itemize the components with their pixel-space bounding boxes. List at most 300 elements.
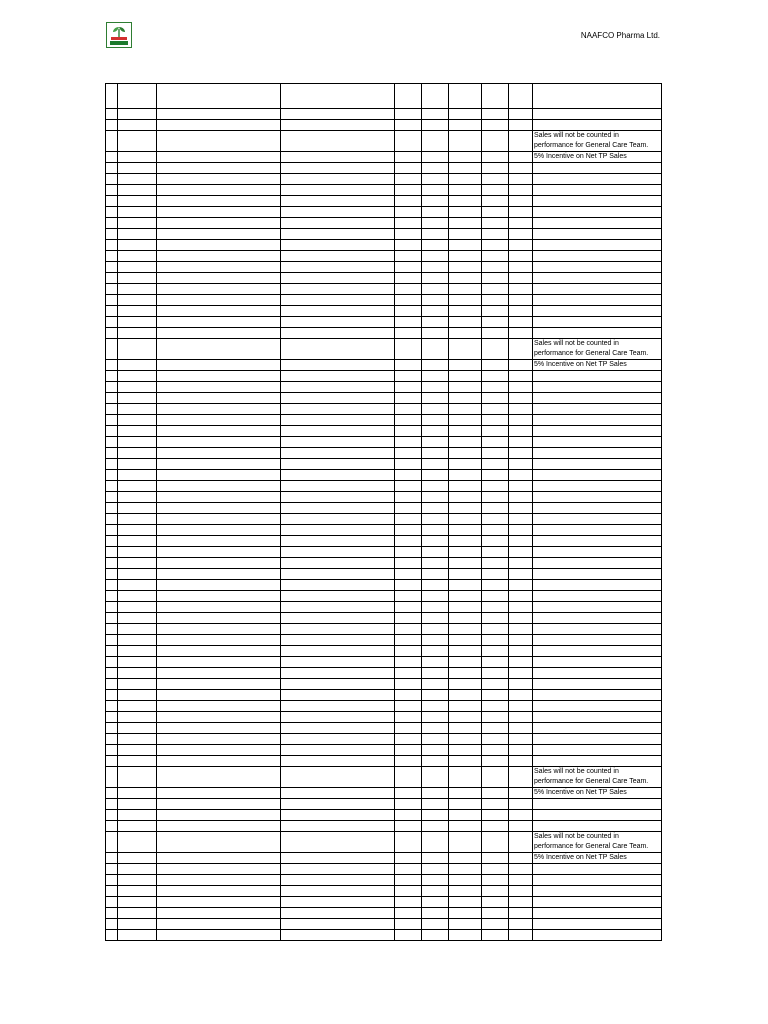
table-cell: [281, 240, 395, 251]
remarks-line: Sales will not be counted in: [534, 340, 619, 347]
table-cell: [281, 908, 395, 919]
table-cell: [281, 317, 395, 328]
table-cell: [118, 109, 157, 120]
table-cell: [422, 393, 449, 404]
table-row: [106, 897, 662, 908]
table-row: [106, 799, 662, 810]
table-cell: [106, 503, 118, 514]
table-cell: [157, 624, 281, 635]
table-cell: [509, 668, 533, 679]
table-cell: [281, 864, 395, 875]
table-cell: [106, 810, 118, 821]
table-cell: [106, 875, 118, 886]
table-cell: [395, 810, 422, 821]
remarks-cell: [533, 163, 662, 174]
table-row: [106, 207, 662, 218]
remarks-line: 5% Incentive on Net TP Sales: [534, 361, 627, 368]
table-cell: [482, 547, 509, 558]
table-cell: [509, 756, 533, 767]
table-cell: [157, 470, 281, 481]
table-cell: [482, 131, 509, 152]
table-cell: [281, 262, 395, 273]
table-cell: [482, 525, 509, 536]
table-cell: [509, 799, 533, 810]
table-cell: [157, 415, 281, 426]
table-row: [106, 317, 662, 328]
table-cell: [118, 163, 157, 174]
table-cell: [118, 437, 157, 448]
table-cell: [118, 339, 157, 360]
table-cell: [509, 919, 533, 930]
table-row: [106, 492, 662, 503]
table-cell: [482, 756, 509, 767]
table-cell: [449, 470, 482, 481]
table-cell: [395, 207, 422, 218]
table-cell: [509, 624, 533, 635]
table-cell: [281, 470, 395, 481]
table-cell: [449, 701, 482, 712]
table-cell: [118, 756, 157, 767]
table-cell: [118, 810, 157, 821]
remarks-cell: [533, 580, 662, 591]
table-row: [106, 832, 662, 853]
table-cell: [106, 317, 118, 328]
table-row: [106, 339, 662, 360]
remarks-cell: [533, 745, 662, 756]
remarks-cell: [533, 864, 662, 875]
table-cell: [395, 886, 422, 897]
table-cell: [449, 591, 482, 602]
table-cell: [118, 360, 157, 371]
table-cell: [482, 745, 509, 756]
table-cell: [118, 853, 157, 864]
table-cell: [157, 875, 281, 886]
table-cell: [281, 723, 395, 734]
table-cell: [106, 788, 118, 799]
table-cell: [157, 262, 281, 273]
table-cell: [157, 459, 281, 470]
table-cell: [422, 503, 449, 514]
table-cell: [509, 580, 533, 591]
table-row: [106, 503, 662, 514]
table-cell: [157, 668, 281, 679]
remarks-cell: [533, 109, 662, 120]
table-cell: [482, 185, 509, 196]
table-cell: [281, 525, 395, 536]
table-cell: [281, 273, 395, 284]
table-cell: [118, 832, 157, 853]
table-cell: [281, 930, 395, 941]
table-cell: [281, 459, 395, 470]
table-cell: [157, 690, 281, 701]
table-cell: [482, 657, 509, 668]
table-row: [106, 624, 662, 635]
table-cell: [157, 273, 281, 284]
table-cell: [482, 163, 509, 174]
table-row: [106, 875, 662, 886]
table-cell: [509, 745, 533, 756]
table-cell: [449, 306, 482, 317]
table-cell: [422, 218, 449, 229]
table-row: [106, 525, 662, 536]
table-cell: [118, 492, 157, 503]
table-cell: [118, 788, 157, 799]
table-cell: [106, 668, 118, 679]
table-cell: [395, 404, 422, 415]
table-cell: [395, 897, 422, 908]
table-row: [106, 558, 662, 569]
table-cell: [157, 613, 281, 624]
table-cell: [157, 646, 281, 657]
table-cell: [482, 832, 509, 853]
table-cell: [281, 404, 395, 415]
table-cell: [509, 382, 533, 393]
table-cell: [449, 635, 482, 646]
table-cell: [395, 613, 422, 624]
table-cell: [509, 415, 533, 426]
table-cell: [449, 734, 482, 745]
table-cell: [449, 657, 482, 668]
table-cell: [106, 613, 118, 624]
table-row: [106, 701, 662, 712]
table-cell: [422, 569, 449, 580]
table-cell: [395, 723, 422, 734]
table-cell: [422, 723, 449, 734]
table-cell: [509, 207, 533, 218]
table-cell: [509, 470, 533, 481]
table-cell: [395, 229, 422, 240]
table-cell: [449, 251, 482, 262]
table-cell: [482, 437, 509, 448]
table-cell: [509, 536, 533, 547]
table-cell: [395, 668, 422, 679]
table-cell: [509, 788, 533, 799]
remarks-cell: [533, 875, 662, 886]
table-cell: [106, 360, 118, 371]
table-cell: [449, 832, 482, 853]
table-cell: [157, 908, 281, 919]
table-cell: [118, 668, 157, 679]
remarks-cell: [533, 668, 662, 679]
remarks-cell: [533, 185, 662, 196]
table-cell: [422, 853, 449, 864]
table-cell: [157, 832, 281, 853]
remarks-cell: [533, 426, 662, 437]
table-cell: [281, 745, 395, 756]
table-cell: [118, 328, 157, 339]
table-cell: [509, 295, 533, 306]
table-cell: [482, 174, 509, 185]
table-cell: [157, 712, 281, 723]
table-cell: [157, 426, 281, 437]
remarks-cell: [533, 393, 662, 404]
table-cell: [118, 536, 157, 547]
table-cell: [449, 131, 482, 152]
table-row: [106, 109, 662, 120]
table-cell: [482, 919, 509, 930]
table-cell: [509, 690, 533, 701]
table-cell: [106, 536, 118, 547]
table-cell: [449, 756, 482, 767]
table-cell: [395, 251, 422, 262]
table-cell: [509, 723, 533, 734]
table-cell: [157, 657, 281, 668]
table-cell: [482, 339, 509, 360]
table-cell: [118, 821, 157, 832]
remarks-cell: [533, 437, 662, 448]
table-cell: [118, 229, 157, 240]
table-cell: [482, 152, 509, 163]
remarks-cell: [533, 756, 662, 767]
table-cell: [422, 919, 449, 930]
table-cell: [106, 393, 118, 404]
table-cell: [281, 185, 395, 196]
remarks-cell: [533, 503, 662, 514]
table-cell: [449, 864, 482, 875]
table-cell: [482, 470, 509, 481]
table-cell: [106, 185, 118, 196]
table-cell: [281, 832, 395, 853]
table-cell: [395, 591, 422, 602]
table-cell: [281, 360, 395, 371]
table-cell: [449, 712, 482, 723]
table-cell: [157, 723, 281, 734]
table-cell: [482, 821, 509, 832]
table-cell: [422, 229, 449, 240]
table-cell: [106, 745, 118, 756]
table-cell: [106, 437, 118, 448]
table-row: [106, 908, 662, 919]
table-cell: [449, 646, 482, 657]
table-cell: [449, 514, 482, 525]
table-cell: [509, 591, 533, 602]
table-cell: [449, 207, 482, 218]
remarks-line: performance for General Care Team.: [534, 843, 649, 850]
table-row: [106, 679, 662, 690]
table-row: [106, 853, 662, 864]
table-cell: [509, 218, 533, 229]
table-cell: [395, 930, 422, 941]
table-cell: [281, 886, 395, 897]
table-cell: [281, 767, 395, 788]
table-cell: [395, 690, 422, 701]
table-cell: [106, 756, 118, 767]
table-row: [106, 745, 662, 756]
table-cell: [509, 163, 533, 174]
table-cell: [449, 679, 482, 690]
table-cell: [157, 163, 281, 174]
table-cell: [449, 448, 482, 459]
table-row: [106, 536, 662, 547]
table-cell: [422, 339, 449, 360]
table-cell: [395, 382, 422, 393]
remarks-cell: [533, 196, 662, 207]
table-cell: [118, 120, 157, 131]
table-cell: [106, 120, 118, 131]
table-cell: [118, 569, 157, 580]
remarks-cell: [533, 679, 662, 690]
remarks-cell: [533, 569, 662, 580]
table-cell: [482, 679, 509, 690]
remarks-cell: [533, 799, 662, 810]
table-cell: [482, 306, 509, 317]
table-cell: [449, 908, 482, 919]
table-cell: [106, 492, 118, 503]
table-row: [106, 251, 662, 262]
remarks-cell: [533, 734, 662, 745]
table-cell: [118, 306, 157, 317]
table-cell: [422, 602, 449, 613]
table-cell: [449, 481, 482, 492]
table-cell: [422, 306, 449, 317]
table-cell: [395, 371, 422, 382]
table-cell: [422, 196, 449, 207]
table-cell: [482, 415, 509, 426]
table-cell: [106, 459, 118, 470]
table-cell: [449, 602, 482, 613]
table-cell: [509, 853, 533, 864]
table-cell: [106, 284, 118, 295]
remarks-cell: [533, 821, 662, 832]
table-cell: [281, 295, 395, 306]
table-cell: [281, 393, 395, 404]
table-row: [106, 229, 662, 240]
table-cell: [482, 624, 509, 635]
remarks-cell: [533, 930, 662, 941]
table-cell: [395, 525, 422, 536]
remarks-cell: [533, 152, 662, 163]
table-cell: [106, 514, 118, 525]
table-row: [106, 635, 662, 646]
table-row: [106, 360, 662, 371]
table-cell: [395, 657, 422, 668]
table-cell: [422, 668, 449, 679]
table-cell: [422, 131, 449, 152]
table-cell: [422, 690, 449, 701]
table-cell: [482, 767, 509, 788]
table-cell: [422, 657, 449, 668]
table-cell: [106, 919, 118, 930]
table-cell: [509, 262, 533, 273]
table-cell: [118, 273, 157, 284]
table-cell: [157, 569, 281, 580]
table-row: [106, 886, 662, 897]
table-cell: [395, 756, 422, 767]
table-cell: [118, 613, 157, 624]
table-row: [106, 723, 662, 734]
table-cell: [449, 371, 482, 382]
table-cell: [118, 426, 157, 437]
table-cell: [422, 262, 449, 273]
table-cell: [395, 109, 422, 120]
remarks-line: 5% Incentive on Net TP Sales: [534, 153, 627, 160]
table-cell: [509, 240, 533, 251]
table-cell: [395, 492, 422, 503]
table-cell: [449, 745, 482, 756]
table-cell: [509, 152, 533, 163]
table-cell: [118, 875, 157, 886]
table-cell: [482, 875, 509, 886]
table-cell: [281, 109, 395, 120]
table-cell: [106, 251, 118, 262]
table-cell: [106, 799, 118, 810]
table-cell: [281, 415, 395, 426]
table-cell: [106, 602, 118, 613]
table-cell: [482, 864, 509, 875]
table-cell: [395, 908, 422, 919]
remarks-cell: [533, 481, 662, 492]
table-cell: [157, 897, 281, 908]
table-cell: [509, 832, 533, 853]
table-cell: [118, 262, 157, 273]
table-cell: [449, 853, 482, 864]
table-cell: [118, 580, 157, 591]
table-row: [106, 646, 662, 657]
table-cell: [422, 492, 449, 503]
table-cell: [106, 339, 118, 360]
table-cell: [157, 382, 281, 393]
table-cell: [482, 393, 509, 404]
table-cell: [118, 930, 157, 941]
table-cell: [118, 602, 157, 613]
table-cell: [157, 930, 281, 941]
table-cell: [449, 788, 482, 799]
table-cell: [482, 799, 509, 810]
table-cell: [106, 908, 118, 919]
table-cell: [157, 131, 281, 152]
remarks-cell: [533, 262, 662, 273]
table-cell: [157, 481, 281, 492]
table-cell: [482, 120, 509, 131]
table-cell: [482, 295, 509, 306]
remarks-cell: [533, 306, 662, 317]
table-cell: [509, 317, 533, 328]
table-cell: [449, 897, 482, 908]
remarks-cell: [533, 591, 662, 602]
table-cell: [118, 864, 157, 875]
table-cell: [106, 404, 118, 415]
table-cell: [449, 152, 482, 163]
table-cell: [395, 580, 422, 591]
table-cell: [157, 196, 281, 207]
table-cell: [118, 185, 157, 196]
table-cell: [157, 767, 281, 788]
table-cell: [422, 109, 449, 120]
table-cell: [482, 701, 509, 712]
remarks-cell: [533, 360, 662, 371]
incentive-table: [105, 83, 662, 941]
table-cell: [395, 196, 422, 207]
table-cell: [395, 273, 422, 284]
table-cell: [422, 745, 449, 756]
table-cell: [449, 810, 482, 821]
table-cell: [281, 897, 395, 908]
table-cell: [281, 163, 395, 174]
table-cell: [281, 569, 395, 580]
table-cell: [157, 251, 281, 262]
table-cell: [509, 569, 533, 580]
table-cell: [157, 591, 281, 602]
table-cell: [281, 492, 395, 503]
table-cell: [118, 251, 157, 262]
table-cell: [118, 470, 157, 481]
table-cell: [106, 525, 118, 536]
table-cell: [395, 426, 422, 437]
table-cell: [118, 745, 157, 756]
table-cell: [157, 120, 281, 131]
table-cell: [482, 273, 509, 284]
table-cell: [118, 547, 157, 558]
